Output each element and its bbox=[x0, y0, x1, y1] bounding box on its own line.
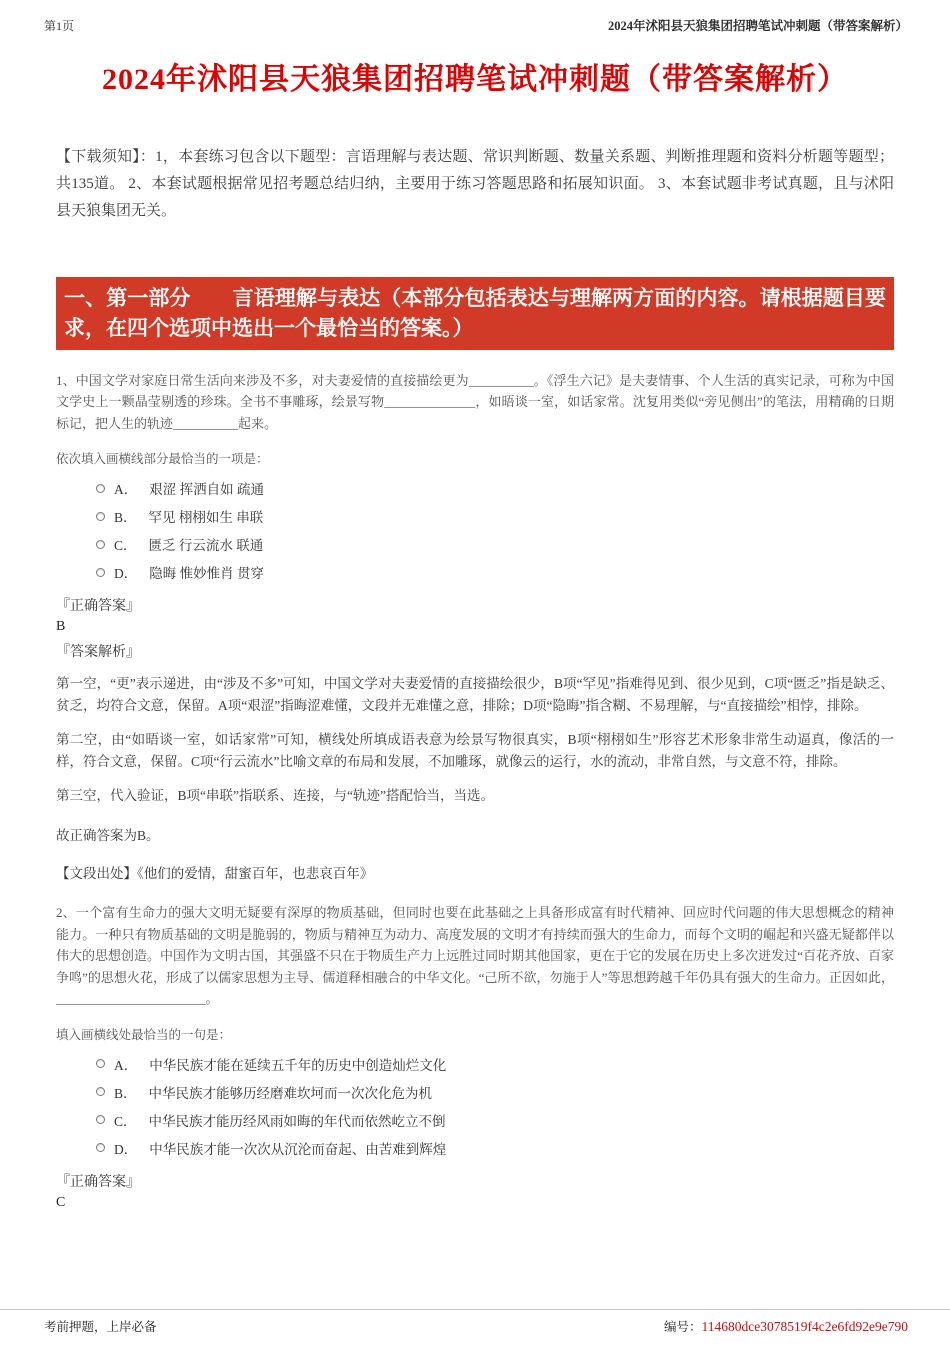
correct-answer-value: C bbox=[56, 1194, 66, 1210]
analysis-label: 『答案解析』 bbox=[56, 645, 140, 661]
radio-icon[interactable] bbox=[96, 540, 105, 549]
question-1-prompt: 依次填入画横线部分最恰当的一项是： bbox=[56, 452, 269, 467]
question-2-options bbox=[96, 1054, 894, 1158]
option-row-b[interactable] bbox=[96, 1082, 894, 1102]
section-heading: 一、第一部分 言语理解与表达（本部分包括表达与理解两方面的内容。请根据题目要求，在四个选项中选出一个最恰当的答案。） bbox=[56, 277, 894, 350]
radio-icon[interactable] bbox=[96, 512, 105, 521]
option-row-c[interactable] bbox=[96, 534, 894, 554]
serial-label: 编号： bbox=[664, 1320, 702, 1334]
option-text: 中华民族才能够历经磨难坎坷而一次次化危为机 bbox=[148, 1085, 433, 1101]
option-text: 罕见 栩栩如生 串联 bbox=[148, 510, 264, 526]
passage-source: 【文段出处】《他们的爱情，甜蜜百年，也悲哀百年》 bbox=[56, 866, 374, 882]
analysis-paragraph-1: 第一空，“更”表示递进，由“涉及不多”可知，中国文学对夫妻爱情的直接描绘很少，B项“罕见”指难得见到、很少见到，C项“匮乏”指是缺乏、贫乏，均符合文意，保留。A项“艰涩”指晦涩难懂，文段并无难懂之意，排除；D项“隐晦”指含糊、不易理解，与“直接描绘”相悖，排除。 bbox=[56, 676, 894, 714]
document-title: 2024年沭阳县天狼集团招聘笔试冲刺题（带答案解析） bbox=[102, 63, 848, 96]
radio-icon[interactable] bbox=[96, 1143, 105, 1152]
option-text: 中华民族才能历经风雨如晦的年代而依然屹立不倒 bbox=[148, 1113, 446, 1129]
serial-number: 114680dce3078519f4c2e6fd92e9e790 bbox=[701, 1319, 908, 1334]
option-label: A． bbox=[114, 482, 138, 498]
document-body bbox=[0, 54, 950, 1211]
radio-icon[interactable] bbox=[96, 1115, 105, 1124]
option-text: 隐晦 惟妙惟肖 贯穿 bbox=[149, 566, 264, 582]
page-header bbox=[0, 0, 950, 34]
option-row-a[interactable] bbox=[96, 1054, 894, 1074]
page-number: 第1页 bbox=[44, 19, 75, 33]
radio-icon[interactable] bbox=[96, 568, 105, 577]
option-text: 艰涩 挥洒自如 疏通 bbox=[149, 482, 264, 498]
correct-answer-label: 『正确答案』 bbox=[56, 599, 140, 615]
answer-conclusion: 故正确答案为B。 bbox=[56, 828, 160, 844]
option-label: B． bbox=[114, 1085, 137, 1101]
option-label: B． bbox=[114, 510, 137, 526]
option-label: C． bbox=[114, 538, 137, 554]
radio-icon[interactable] bbox=[96, 1087, 105, 1096]
option-label: A． bbox=[114, 1057, 138, 1073]
option-row-c[interactable] bbox=[96, 1110, 894, 1130]
header-doc-title: 2024年沭阳县天狼集团招聘笔试冲刺题（带答案解析） bbox=[607, 19, 908, 33]
option-text: 匮乏 行云流水 联通 bbox=[148, 538, 264, 554]
option-label: C． bbox=[114, 1113, 137, 1129]
question-1-options bbox=[96, 478, 894, 582]
page-footer bbox=[0, 1309, 950, 1345]
footer-serial bbox=[664, 1317, 908, 1335]
radio-icon[interactable] bbox=[96, 1059, 105, 1068]
download-notice: 【下载须知】：1，本套练习包含以下题型：言语理解与表达题、常识判断题、数量关系题、判断推理题和资料分析题等题型；共135道。 2、本套试题根据常见招考题总结归纳，主要用于练习答题思路和拓展知识面。 3、本套试题非考试真题，且与沭阳县天狼集团无关。 bbox=[56, 149, 894, 219]
option-label: D． bbox=[114, 1141, 138, 1157]
footer-slogan: 考前押题，上岸必备 bbox=[44, 1320, 157, 1334]
question-2-prompt: 填入画横线处最恰当的一句是： bbox=[56, 1027, 232, 1042]
radio-icon[interactable] bbox=[96, 484, 105, 493]
question-2-stem: 2、一个富有生命力的强大文明无疑要有深厚的物质基础，但同时也要在此基础之上具备形成富有时代精神、回应时代问题的伟大思想概念的精神能力。一种只有物质基础的文明是脆弱的，物质与精神互为动力、高度发展的文明才有持续而强大的生命力，而每个文明的崛起和兴盛无疑都伴以伟大的思想创造。中国作为文明古国，其强盛不只在于物质生产力上远胜过同时期其他国家，更在于它的发展在历史上多次迸发过“百花齐放、百家争鸣”的思想火花，形成了以儒家思想为主导、儒道释相融合的中华文化。“己所不欲，勿施于人”等思想跨越千年仍具有强大的生命力。正因如此，_______________________。 bbox=[56, 905, 894, 1007]
question-1-stem: 1、中国文学对家庭日常生活向来涉及不多，对夫妻爱情的直接描绘更为__________。《浮生六记》是夫妻情事、个人生活的真实记录，可称为中国文学史上一颗晶莹剔透的珍珠。全书不事雕琢，绘景写物______________，如晤谈一室，如话家常。沈复用类似“旁见侧出”的笔法，用精确的日期标记，把人生的轨迹__________起来。 bbox=[56, 372, 894, 431]
option-row-d[interactable] bbox=[96, 1138, 894, 1158]
option-row-d[interactable] bbox=[96, 562, 894, 582]
correct-answer-value: B bbox=[56, 619, 66, 635]
option-row-b[interactable] bbox=[96, 506, 894, 526]
analysis-paragraph-2: 第二空，由“如晤谈一室，如话家常”可知，横线处所填成语表意为绘景写物很真实，B项“栩栩如生”形容艺术形象非常生动逼真，像活的一样，符合文意，保留。C项“行云流水”比喻文章的布局和发展，不加雕琢，就像云的运行，水的流动，非常自然，与文意不符，排除。 bbox=[56, 731, 894, 769]
option-row-a[interactable] bbox=[96, 478, 894, 498]
option-label: D． bbox=[114, 566, 138, 582]
analysis-paragraph-3: 第三空，代入验证，B项“串联”指联系、连接，与“轨迹”搭配恰当，当选。 bbox=[56, 787, 494, 803]
option-text: 中华民族才能在延续五千年的历史中创造灿烂文化 bbox=[149, 1057, 447, 1073]
correct-answer-label: 『正确答案』 bbox=[56, 1174, 140, 1190]
option-text: 中华民族才能一次次从沉沦而奋起、由苦难到辉煌 bbox=[149, 1141, 447, 1157]
